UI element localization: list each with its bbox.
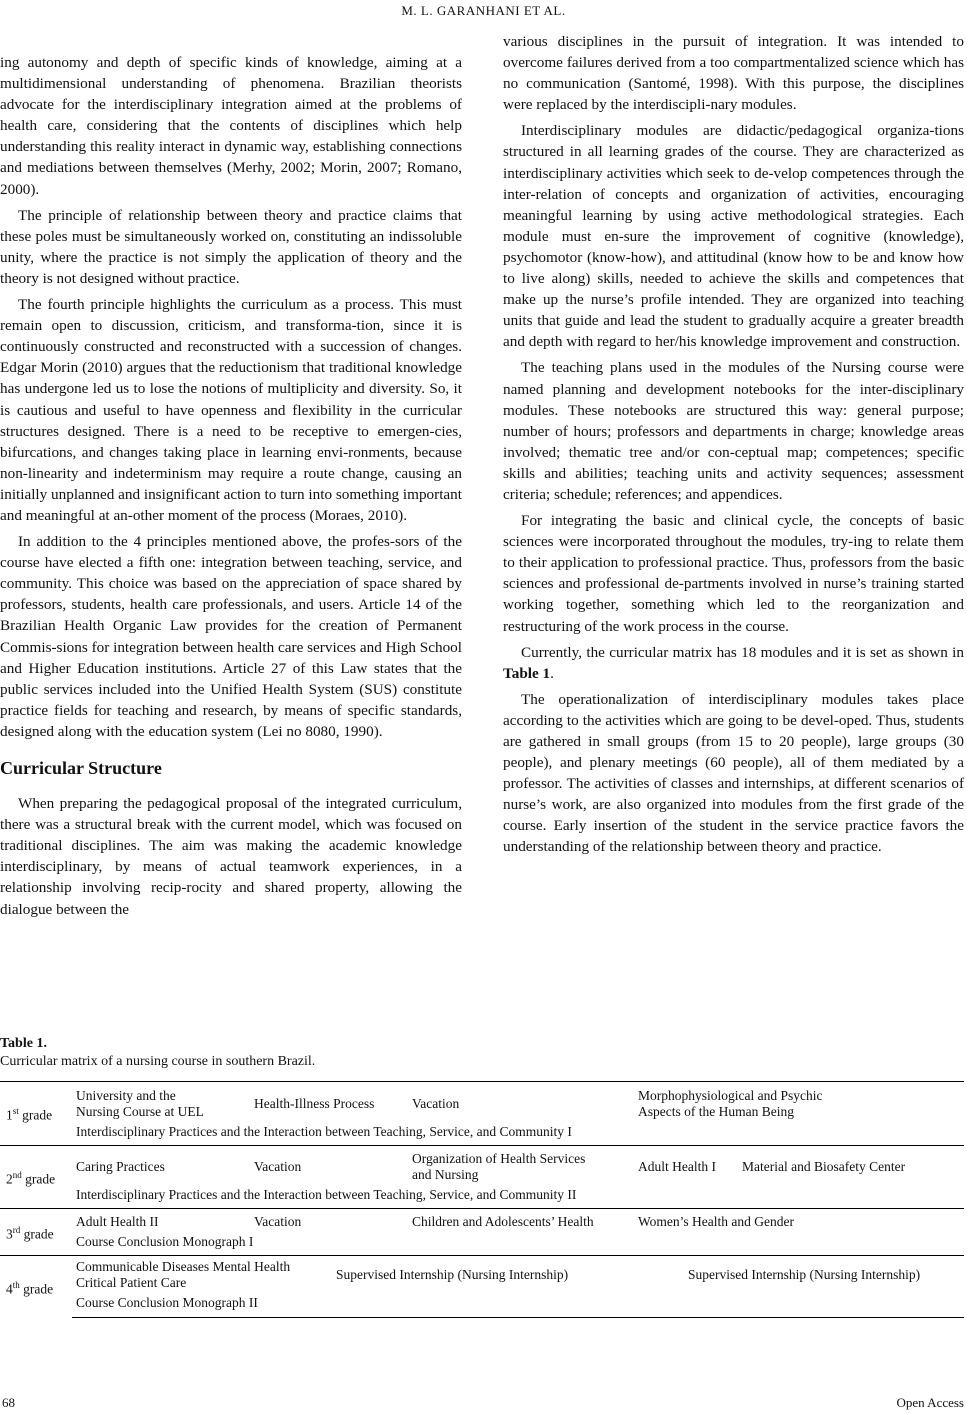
module-cell: Organization of Health Services and Nursing [412, 1151, 586, 1182]
page-number: 68 [2, 1395, 15, 1410]
running-head: M. L. GARANHANI ET AL. [401, 3, 566, 18]
text: . [550, 664, 554, 682]
module-cell: Vacation [412, 1096, 460, 1111]
module-cell: University and the Nursing Course at UEL [76, 1088, 204, 1119]
module-cell: Material and Biosafety Center [742, 1159, 906, 1174]
table-row [0, 1185, 964, 1209]
grade-label: 1st grade [0, 1082, 72, 1146]
paragraph: various disciplines in the pursuit of integration. It was intended to overcome failures derived from a too compartmentalized science which has no communication (Santomé, 1998). With this purpose, the disciplines were replaced by the interdiscipli-nary modules. [503, 33, 964, 114]
table-reference: Table 1 [503, 664, 551, 682]
section-heading: Curricular Structure [0, 758, 162, 778]
table-cell [72, 1146, 964, 1186]
module-cell: Supervised Internship (Nursing Internship) [688, 1267, 921, 1282]
module-cell: Children and Adolescents’ Health [412, 1214, 594, 1229]
left-column [0, 52, 462, 925]
table-row [0, 1232, 964, 1256]
paragraph: ing autonomy and depth of specific kinds of knowledge, aiming at a multidimensional understanding of phenomena. Brazilian theorists advocate for the interdisciplinary integration aimed at the problems of health care, considering that the contents of disciplines which help understanding this reality interact in dynamic way, establishing connections and mediations between themselves (Merhy, 2002; Morin, 2007; Romano, 2000). [0, 54, 462, 198]
table-row [0, 1256, 964, 1294]
grade-label: 3rd grade [0, 1209, 72, 1256]
module-cell: Vacation [254, 1214, 302, 1229]
paragraph: For integrating the basic and clinical cycle, the concepts of basic sciences were incorporated throughout the modules, try-ing to relate them to their application to professional practice. Thus, professors from the basic sciences and professional de-partments involved in nurse’s training started working together, something which led to the reorganization and restructuring of the work process in the course. [503, 512, 964, 635]
module-cell: Communicable Diseases Mental Health Critical Patient Care [76, 1259, 291, 1290]
grade-label: 4th grade [0, 1256, 72, 1318]
module-cell: Adult Health II [76, 1214, 159, 1229]
module-cell: Morphophysiological and Psychic Aspects of the Human Being [638, 1088, 823, 1119]
grade-label: 2nd grade [0, 1146, 72, 1209]
text: Currently, the curricular matrix has 18 modules and it is set as shown in [521, 643, 964, 661]
table-caption [0, 1035, 960, 1071]
paragraph: The teaching plans used in the modules of the Nursing course were named planning and development notebooks for the inter-disciplinary modules. These notebooks are structured this way: general purpose; number of hours; professors and departments in charge; knowledge areas involved; thematic tree and/or con-ceptual map; competences; specific skills and abilities; teaching units and activity sequences; assessment criteria; schedule; references; and appendices. [503, 359, 964, 503]
paragraph: Interdisciplinary modules are didactic/pedagogical organiza-tions structured in all learning grades of the course. They are characterized as interdisciplinary activities which seek to de-velop competences through the inter-relation of concepts and organization of activities, encouraging meaningful learning by using active methodological strategies. Each module must en-sure the improvement of cognitive (knowledge), psychomotor (know-how), and attitudinal (know how to be and know how to live along) skills, needed to achieve the skills and competences that make up the nurse’s profile intended. They are organized into teaching units that guide and lead the student to gradually acquire a greater breadth and depth with regard to her/his knowledge improvement and construction. [503, 122, 964, 351]
table-cell [72, 1256, 964, 1294]
table-label: Table 1. [0, 1036, 47, 1051]
table-cell [72, 1082, 964, 1123]
paragraph: When preparing the pedagogical proposal of the integrated curriculum, there was a structural break with the current model, which was focused on traditional disciplines. The aim was making the academic knowledge interdisciplinary, by means of actual teamwork experiences, in a relationship involving recip-rocity and shared property, allowing the dialogue between the [0, 795, 462, 918]
publisher-label: Open Access [896, 1395, 964, 1410]
module-span-cell: Course Conclusion Monograph II [72, 1293, 964, 1318]
module-cell: Vacation [254, 1159, 302, 1174]
module-cell: Women’s Health and Gender [638, 1214, 794, 1229]
paragraph: In addition to the 4 principles mentioned above, the profes-sors of the course have elected a fifth one: integration between teaching, service, and community. This choice was based on the appreciation of space shared by professors, students, health care professionals, and users. Article 14 of the Brazilian Health Organic Law provides for the creation of Permanent Commis-sions for integration between health care services and High School and Higher Education institutions. Article 27 of this Law states that the public services included into the Unified Health System (SUS) constitute practice fields for teaching and research, by means of specific standards, designed along with the education system (Lei no 8080, 1990). [0, 533, 462, 740]
paragraph [503, 642, 964, 684]
module-cell: Adult Health I [638, 1159, 716, 1174]
curricular-matrix-table [0, 1081, 964, 1318]
table-row [0, 1146, 964, 1186]
module-span-cell: Interdisciplinary Practices and the Interaction between Teaching, Service, and Community II [76, 1187, 577, 1202]
table-cell [72, 1209, 964, 1233]
right-column [503, 31, 964, 863]
table-row [0, 1293, 964, 1318]
table-caption-text: Curricular matrix of a nursing course in southern Brazil. [0, 1054, 316, 1069]
table-row [0, 1122, 964, 1146]
table-row [0, 1209, 964, 1233]
paragraph: The fourth principle highlights the curriculum as a process. This must remain open to discussion, criticism, and transforma-tion, since it is continuously constructed and reconstructed with a succession of changes. Edgar Morin (2010) argues that the reductionism that traditional knowledge has undergone led us to lose the notions of multiplicity and diversity. So, it is cautious and useful to have openness and flexibility in the curricular structures designed. There is a need to be receptive to emergen-cies, bifurcations, and changes taking place in learning envi-ronments, because non-linearity and indeterminism may require a route change, causing an initially unplanned and insignificant action to turn into something important and meaningful at an-other moment of the process (Moraes, 2010). [0, 296, 462, 524]
module-span-cell: Interdisciplinary Practices and the Interaction between Teaching, Service, and Community I [76, 1124, 572, 1139]
module-cell: Supervised Internship (Nursing Internship) [336, 1267, 569, 1282]
paragraph: The principle of relationship between theory and practice claims that these poles must be simultaneously worked on, constituting an indissoluble unity, where the practice is not simply the application of theory and the theory is not designed without practice. [0, 206, 462, 287]
table-row [0, 1082, 964, 1123]
module-cell: Caring Practices [76, 1159, 165, 1174]
paragraph: The operationalization of interdisciplinary modules takes place according to the activities which are going to be devel-oped. Thus, students are gathered in small groups (from 15 to 20 people), large groups (30 people), and plenary meetings (60 people), all of them mediated by a professor. The activities of classes and internships, at different scenarios of nurse’s work, are also organized into modules from the first grade of the course. Early insertion of the student in the service practice favors the understanding of the relationship between theory and practice. [503, 690, 964, 856]
module-cell: Health-Illness Process [254, 1096, 375, 1111]
module-span-cell: Course Conclusion Monograph I [76, 1234, 254, 1249]
